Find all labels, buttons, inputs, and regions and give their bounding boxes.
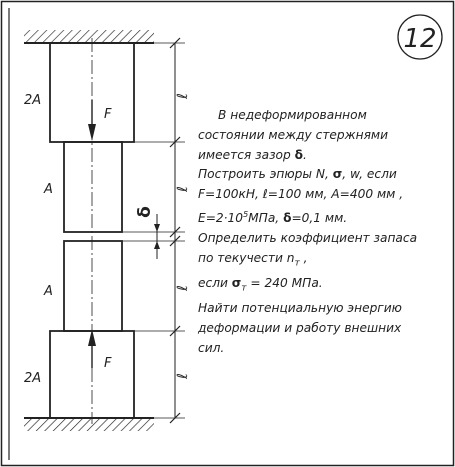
length-label: ℓ xyxy=(175,93,191,99)
force-label-bottom: F xyxy=(104,356,112,371)
area-label: 2A xyxy=(24,371,42,386)
text-line: Определить коэффициент запаса xyxy=(198,230,418,245)
text-line: F=100кН, ℓ=100 мм, A=400 мм , xyxy=(198,187,404,202)
problem-number: 12 xyxy=(403,24,437,54)
subscript: т xyxy=(294,258,300,269)
force-arrow-bottom xyxy=(88,329,96,368)
text-line: $E=2\cdot 10^5МПа$, δ=0,1 мм. xyxy=(198,209,348,226)
delta-symbol: δ xyxy=(294,147,303,162)
top-support xyxy=(24,30,154,43)
length-label: ℓ xyxy=(175,186,191,192)
gap-dimension xyxy=(154,214,160,259)
text-line: сил. xyxy=(198,340,225,355)
text-line: Построить эпюры N, σ, w, если xyxy=(198,167,397,182)
area-label: 2A xyxy=(24,93,42,108)
text-line: имеется зазор δ. xyxy=(198,147,307,162)
force-label-top: F xyxy=(104,107,112,122)
length-label: ℓ xyxy=(175,285,191,291)
text-line: В недеформированном xyxy=(218,108,367,122)
text-line: если $\sigma_т = 240$ МПа. xyxy=(198,275,323,294)
text-line: по текучести $n_т$ , xyxy=(198,250,308,269)
subscript: т xyxy=(241,283,247,294)
text-line: Найти потенциальную энергию xyxy=(198,301,402,316)
length-label: ℓ xyxy=(175,373,191,379)
bar-segment-upper-A xyxy=(64,142,122,232)
sigma-symbol: σ xyxy=(231,275,242,290)
force-arrow-top xyxy=(88,100,96,141)
bottom-support xyxy=(24,418,154,431)
bar-segment-lower-A xyxy=(64,241,122,331)
area-label: A xyxy=(44,182,53,197)
sigma-symbol: σ xyxy=(332,167,343,182)
text-line: состоянии между стержнями xyxy=(198,127,389,142)
gap-label: δ xyxy=(135,206,155,218)
area-label: A xyxy=(44,284,53,299)
exponent: 5 xyxy=(243,209,249,219)
problem-text xyxy=(198,106,448,359)
text-line: деформации и работу внешних xyxy=(198,320,402,335)
delta-symbol: δ xyxy=(283,211,292,226)
